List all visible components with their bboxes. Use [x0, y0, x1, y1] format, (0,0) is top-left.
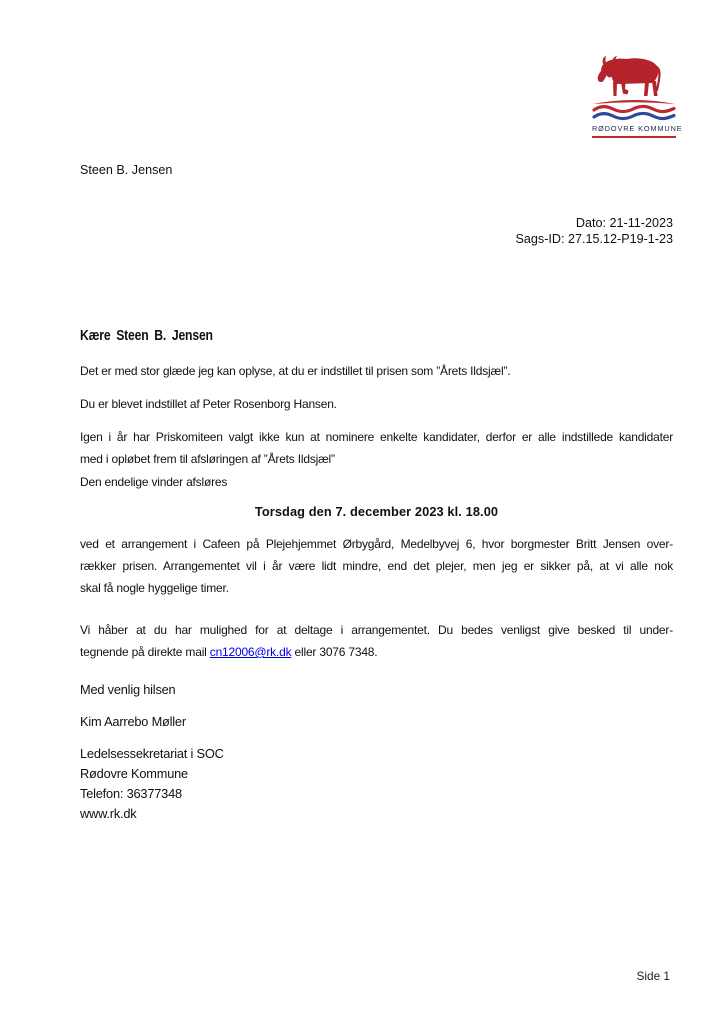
sender-organization: Rødovre Kommune	[80, 766, 188, 781]
paragraph-5-line-2: rækker prisen. Arrangementet vil i år være lidt mindre, end det plejer, men jeg er sikker på, at vi alle nok	[80, 559, 673, 573]
email-link[interactable]: cn12006@rk.dk	[209, 645, 292, 659]
ground-arc	[593, 100, 675, 104]
paragraph-1: Det er med stor glæde jeg kan oplyse, at du er indstillet til prisen som ”Årets Ildsjæl”.	[80, 364, 511, 378]
event-datetime: Torsdag den 7. december 2023 kl. 18.00	[254, 504, 499, 519]
bull-front-leg	[613, 82, 617, 96]
paragraph-5-line-3: skal få nogle hyggelige timer.	[80, 581, 229, 595]
bull-horn-left	[603, 56, 607, 65]
closing-salute: Med venlig hilsen	[80, 682, 176, 697]
bull-rear-leg-1	[644, 82, 649, 96]
recipient-name: Steen B. Jensen	[80, 163, 173, 177]
salutation-row	[80, 325, 673, 347]
sender-phone: Telefon: 36377348	[80, 786, 182, 801]
signer-name: Kim Aarrebo Møller	[80, 714, 186, 729]
paragraph-5	[80, 533, 673, 599]
paragraph-2: Du er blevet indstillet af Peter Rosenborg Hansen.	[80, 397, 337, 411]
paragraph-6-line-2	[80, 641, 673, 663]
red-wave-icon	[594, 106, 674, 111]
red-bull-icon	[592, 56, 676, 122]
paragraph-6	[80, 619, 673, 663]
sender-website: www.rk.dk	[80, 806, 137, 821]
blue-wave-icon	[594, 113, 674, 118]
page-number: Side 1	[636, 969, 670, 983]
logo-underline	[592, 136, 676, 138]
case-id-line: Sags-ID: 27.15.12-P19-1-23	[515, 232, 673, 246]
letter-meta	[515, 215, 673, 247]
paragraph-6-line-2-after: eller 3076 7348.	[291, 645, 378, 659]
bull-front-leg-bent	[621, 83, 629, 95]
bull-body	[598, 58, 659, 84]
paragraph-3-line-2: med i opløbet frem til afsløringen af ”Årets Ildsjæl”	[80, 452, 335, 466]
letter-body	[80, 325, 673, 824]
sender-department: Ledelsessekretariat i SOC	[80, 746, 224, 761]
paragraph-6-line-1: Vi håber at du har mulighed for at deltage i arrangementet. Du bedes venligst give besked til under-	[80, 623, 673, 637]
sender-block	[80, 744, 673, 824]
salutation: Kære Steen B. Jensen	[80, 328, 213, 344]
paragraph-3	[80, 426, 673, 470]
paragraph-3-line-1: Igen i år har Priskomiteen valgt ikke kun at nominere enkelte kandidater, derfor er alle indstillede kandidater	[80, 430, 673, 444]
paragraph-4: Den endelige vinder afsløres	[80, 475, 228, 489]
date-line: Dato: 21-11-2023	[575, 216, 673, 230]
paragraph-5-line-1: ved et arrangement i Cafeen på Plejehjemmet Ørbygård, Medelbyvej 6, hvor borgmester Britt Jensen over-	[80, 537, 673, 551]
logo-wordmark: RØDOVRE KOMMUNE	[592, 124, 683, 133]
paragraph-6-line-2-before: tegnende på direkte mail	[80, 645, 210, 659]
rodovre-kommune-logo	[592, 56, 683, 138]
